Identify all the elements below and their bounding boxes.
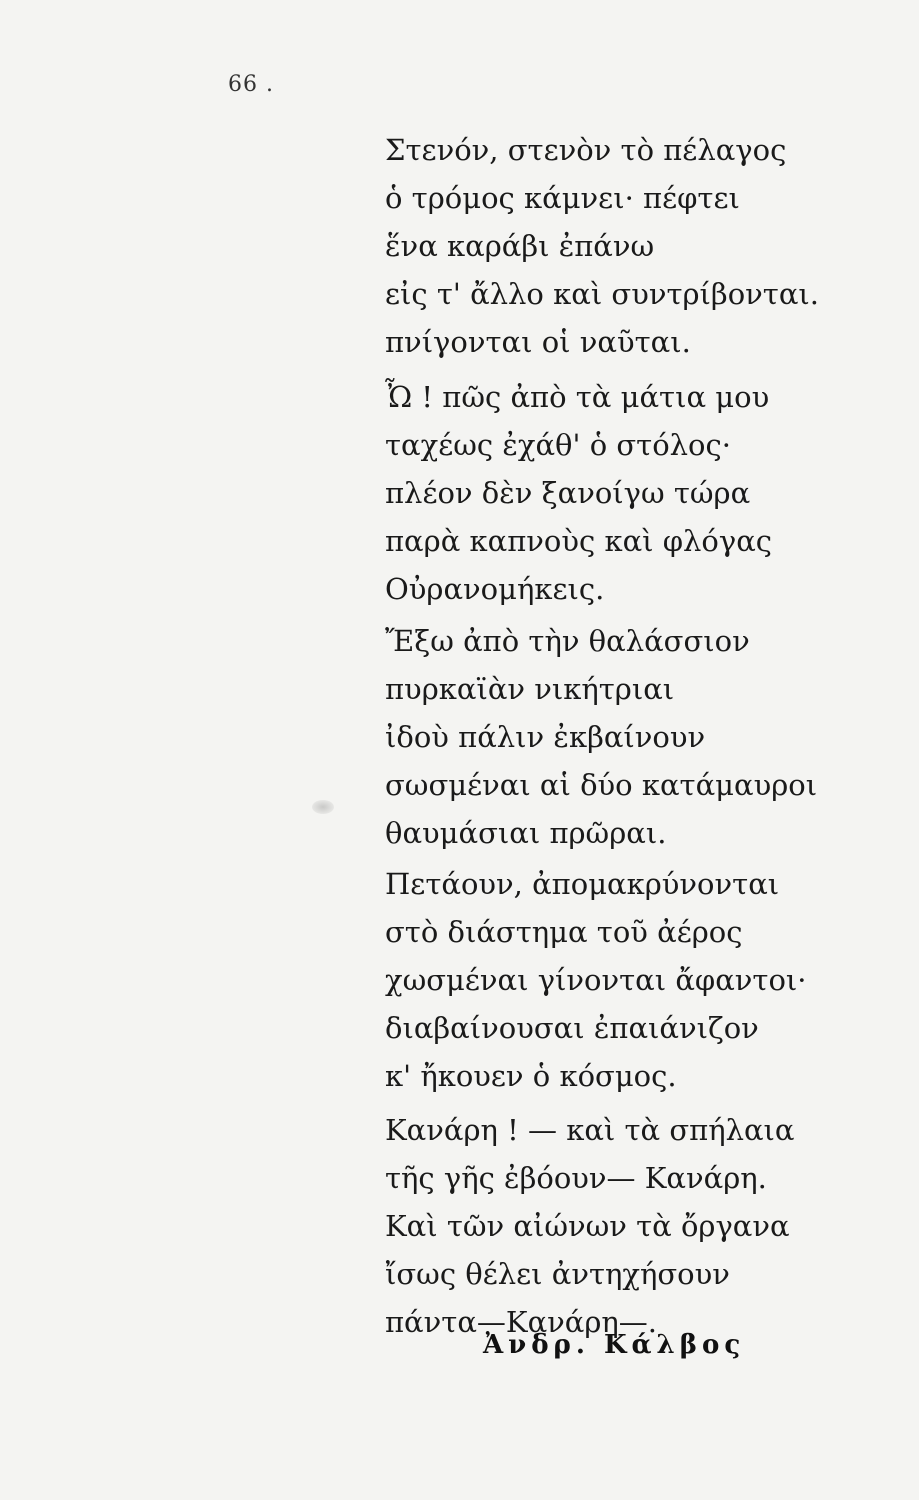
page-number: 66 . [228,72,274,97]
poem-line: σωσμέναι αἱ δύο κατάμαυροι [385,768,818,802]
poem-line: Καὶ τῶν αἰώνων τὰ ὄργανα [385,1209,790,1243]
poem-line: Οὐρανομήκεις. [385,572,605,606]
poem-line: εἰς τ' ἄλλο καὶ συντρίβονται. [385,277,819,311]
poem-line: θαυμάσιαι πρῶραι. [385,816,667,850]
poem-line: ἕνα καράβι ἐπάνω [385,229,655,263]
poem-line: τῆς γῆς ἐβόουν— Κανάρη. [385,1161,767,1195]
poem-line: πυρκαϊὰν νικήτριαι [385,672,675,706]
poem-line: διαβαίνουσαι ἐπαιάνιζον [385,1011,759,1045]
poem-line: πάντα—Κανάρη—. [385,1305,658,1339]
print-smudge [312,800,334,814]
poem-line: Ἔξω ἀπὸ τὴν θαλάσσιον [385,624,750,658]
poem-line: Κανάρη ! — καὶ τὰ σπήλαια [385,1113,795,1147]
poem-line: πλέον δὲν ξανοίγω τώρα [385,476,751,510]
stanza-3 [385,617,855,857]
stanza-2 [385,373,855,613]
author-signature: Ἀνδρ. Κάλβος [483,1330,746,1360]
poem-line: ἰδοὺ πάλιν ἐκβαίνουν [385,720,706,754]
poem-line: χωσμέναι γίνονται ἄφαντοι· [385,963,807,997]
poem-line: Πετάουν, ἀπομακρύνονται [385,867,780,901]
stanza-5 [385,1106,855,1346]
poem-line: πνίγονται οἱ ναῦται. [385,325,691,359]
poem-line: στὸ διάστημα τοῦ ἀέρος [385,915,743,949]
poem-line: ὁ τρόμος κάμνει· πέφτει [385,181,740,215]
poem-line: παρὰ καπνοὺς καὶ φλόγας [385,524,773,558]
stanza-1 [385,126,855,366]
poem-line: ἴσως θέλει ἀντηχήσουν [385,1257,730,1291]
poem-line: Ὦ ! πῶς ἀπὸ τὰ μάτια μου [385,380,770,414]
poem-line: Στενόν, στενὸν τὸ πέλαγος [385,133,787,167]
poem-line: κ' ἤκουεν ὁ κόσμος. [385,1059,677,1093]
stanza-4 [385,860,855,1100]
poem-line: ταχέως ἐχάθ' ὁ στόλος· [385,428,731,462]
